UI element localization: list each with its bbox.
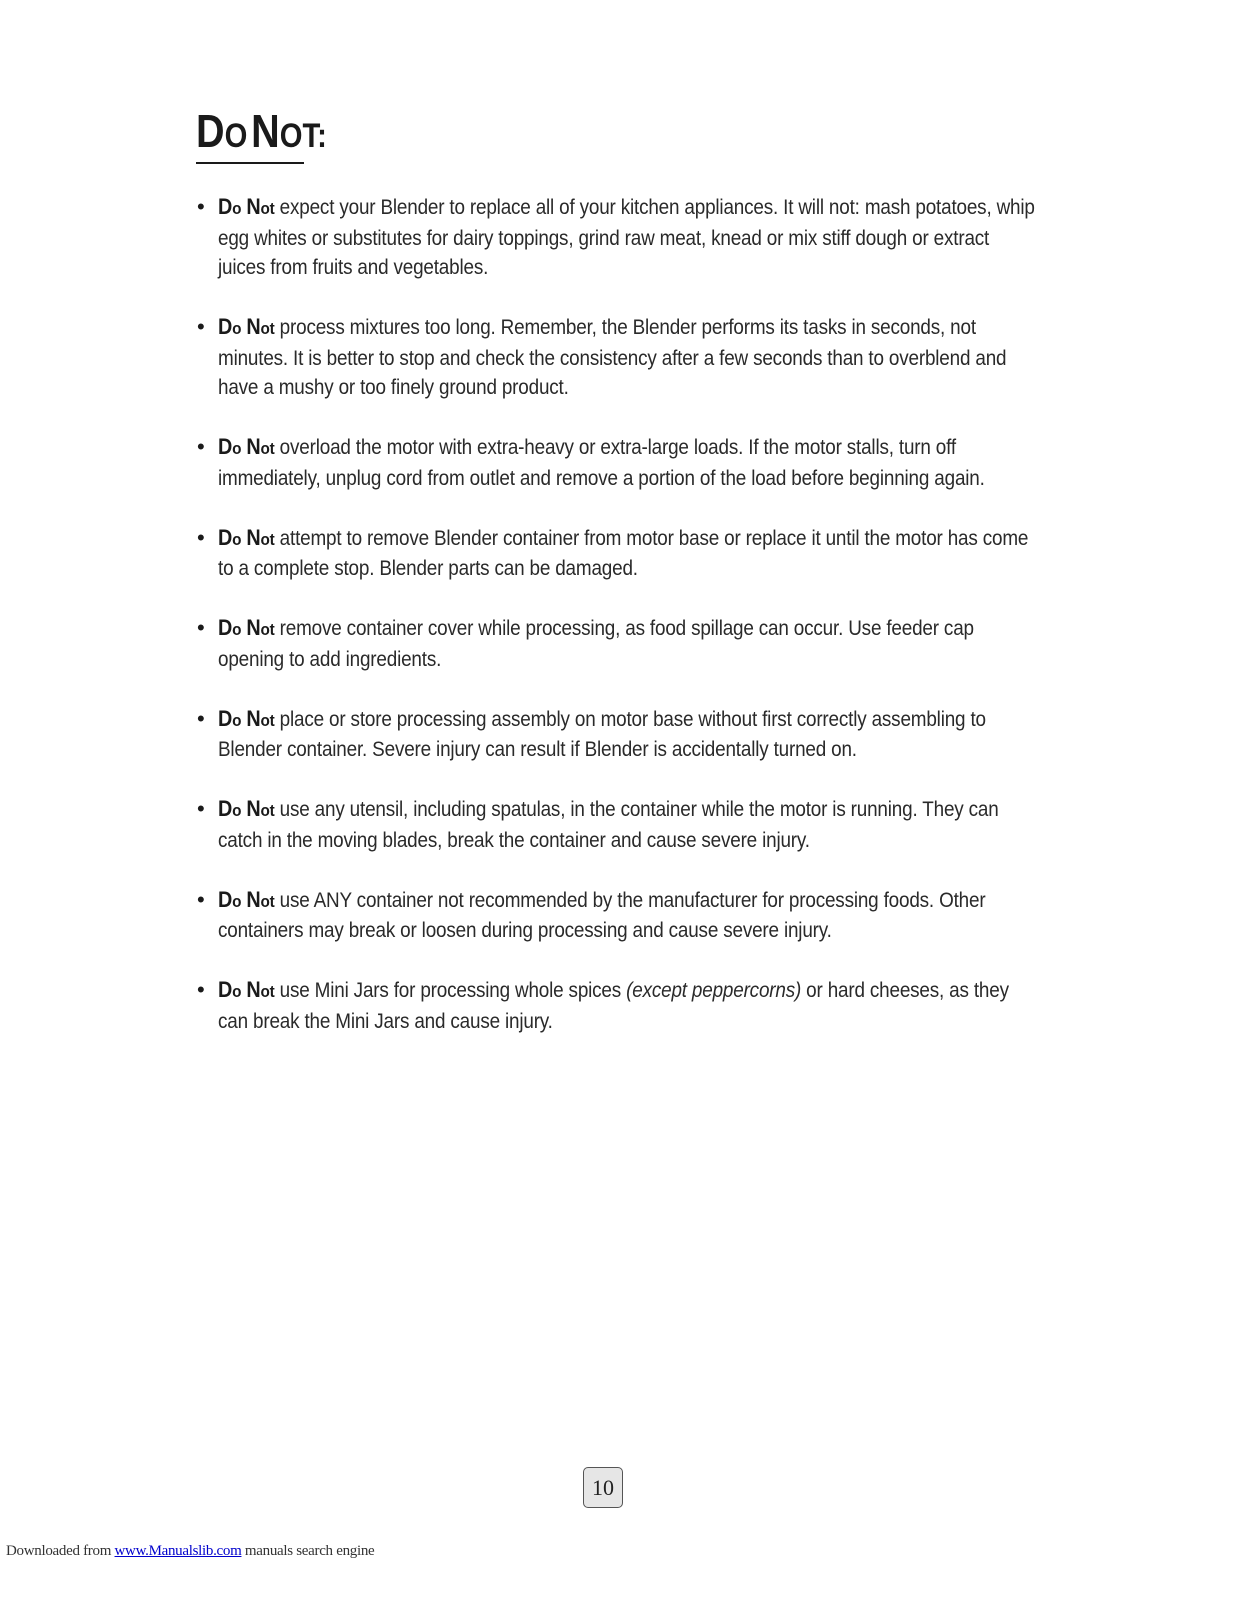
page-number: 10: [583, 1467, 623, 1508]
warning-list: [196, 192, 1076, 1066]
footer-prefix: Downloaded from: [6, 1543, 115, 1559]
list-item: [196, 432, 1076, 493]
item-text: Do Not expect your Blender to replace all of your kitchen appliances. It will not: mash potatoes, whip egg whites or substitutes for dairy toppings, grind raw meat, knead or mix stiff dough or extract juices from fruits and vegetables.: [218, 194, 1035, 279]
item-lead: Do Not: [218, 615, 275, 640]
page-heading: [196, 105, 327, 157]
bullet-icon: •: [197, 434, 205, 459]
bullet-icon: •: [197, 194, 205, 219]
list-item: [196, 794, 1076, 855]
list-item: [196, 192, 1076, 283]
item-text: Do Not use any utensil, including spatulas, in the container while the motor is running. They can catch in the moving blades, break the container and cause severe injury.: [218, 796, 999, 852]
heading-letter: N: [251, 105, 280, 157]
item-text: Do Not overload the motor with extra-heavy or extra-large loads. If the motor stalls, turn off immediately, unplug cord from outlet and remove a portion of the load before beginning again.: [218, 434, 985, 490]
manualslib-link[interactable]: www.Manualslib.com: [114, 1543, 242, 1559]
list-item: [196, 312, 1076, 403]
list-item: [196, 885, 1076, 946]
bullet-icon: •: [197, 977, 205, 1002]
bullet-icon: •: [197, 314, 205, 339]
item-lead: Do Not: [218, 886, 275, 912]
list-item: [196, 975, 1076, 1036]
list-item: [196, 523, 1076, 584]
item-lead: Do Not: [218, 314, 275, 339]
item-lead: Do Not: [218, 796, 275, 821]
heading-underline: [196, 162, 304, 164]
item-text: Do Not use ANY container not recommended by the manufacturer for processing foods. Other containers may break or loosen during processing and cause severe injury.: [218, 886, 986, 942]
bullet-icon: •: [197, 524, 205, 550]
item-lead: Do Not: [218, 977, 275, 1002]
item-text: Do Not place or store processing assembly on motor base without first correctly assembling to Blender container. Severe injury can result if Blender is accidentally turned on.: [218, 705, 986, 761]
bullet-icon: •: [197, 705, 205, 731]
list-item: [196, 704, 1076, 765]
bullet-icon: •: [197, 796, 205, 821]
item-lead: Do Not: [218, 434, 275, 459]
bullet-icon: •: [197, 886, 205, 912]
heading-letter: D: [196, 105, 225, 157]
footer-suffix: manuals search engine: [241, 1543, 375, 1559]
item-text: Do Not use Mini Jars for processing whole spices (except peppercorns) or hard cheeses, as they can break the Mini Jars and cause injury.: [218, 977, 1009, 1033]
item-lead: Do Not: [218, 705, 275, 731]
heading-letter: OT:: [279, 117, 327, 155]
download-footer: [6, 1543, 374, 1560]
item-text: Do Not remove container cover while processing, as food spillage can occur. Use feeder cap opening to add ingredients.: [218, 615, 974, 671]
item-text: Do Not attempt to remove Blender container from motor base or replace it until the motor has come to a complete stop. Blender parts can be damaged.: [218, 524, 1029, 580]
bullet-icon: •: [197, 615, 205, 640]
item-text: Do Not process mixtures too long. Remember, the Blender performs its tasks in seconds, not minutes. It is better to stop and check the consistency after a few seconds than to overblend and have a mushy or too finely ground product.: [218, 314, 1007, 399]
list-item: [196, 613, 1076, 674]
item-lead: Do Not: [218, 194, 275, 219]
italic-note: (except peppercorns): [626, 979, 802, 1002]
heading-letter: O: [224, 117, 248, 155]
item-lead: Do Not: [218, 524, 275, 550]
